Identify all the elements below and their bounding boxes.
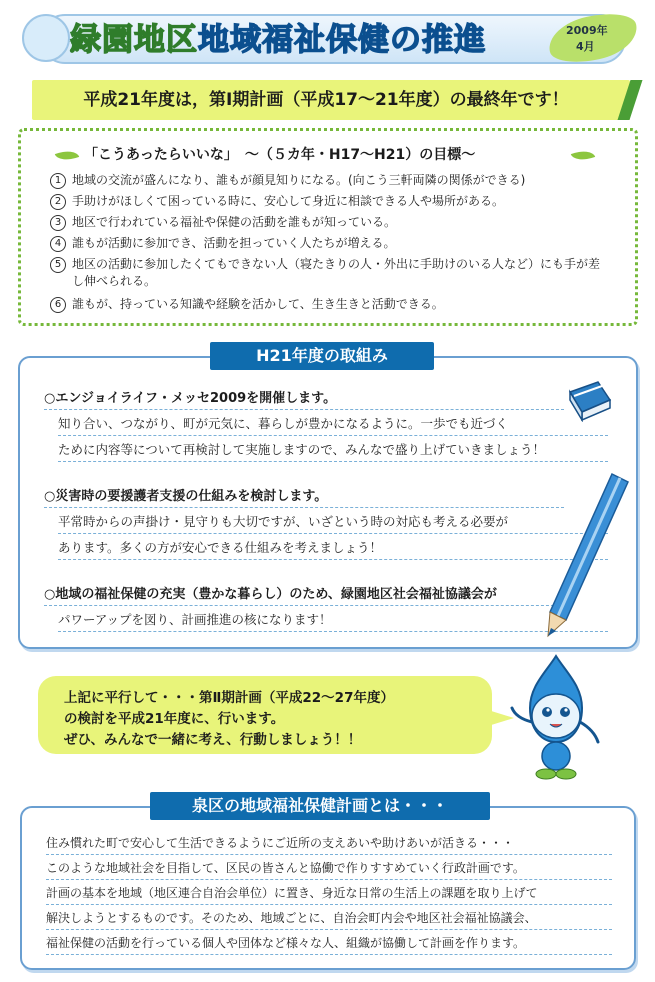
h21-item-text: ために内容等について再検討して実施しますので、みんなで盛り上げていきましょう！	[58, 438, 608, 462]
h21-item-heading: ○災害時の要援護者支援の仕組みを検討します。	[44, 486, 564, 508]
bubble-line: の検討を平成21年度に、行います。	[64, 711, 285, 727]
eraser-icon	[566, 378, 614, 422]
page-title	[70, 18, 550, 62]
plan-text-line: 解決しようとするものです。そのため、地域ごとに、自治会町内会や地区社会福祉協議会、	[46, 907, 612, 930]
goal-number: 6	[50, 297, 66, 313]
goal-text: 手助けがほしくて困っている時に、安心して身近に相談できる人や場所がある。	[72, 194, 505, 208]
h21-item-heading: ○エンジョイライフ・メッセ2009を開催します。	[44, 388, 564, 410]
goal-number: 4	[50, 236, 66, 252]
goal-text: 誰もが活動に参加でき、活動を担っていく人たちが増える。	[72, 236, 396, 250]
goal-item	[50, 193, 602, 210]
date-year: 2009年	[566, 24, 608, 37]
goal-text: 地区で行われている福祉や保健の活動を誰もが知っている。	[72, 215, 397, 229]
goals-heading: 「こうあったらいいな」 ～（５カ年・H17～H21）の目標～	[84, 147, 476, 163]
circle-logo-icon	[22, 14, 70, 62]
goal-item	[50, 214, 602, 231]
water-drop-mascot-icon	[508, 652, 604, 782]
pencil-icon	[542, 470, 632, 640]
goal-text: 誰もが、持っている知識や経験を活かして、生き生きと活動できる。	[72, 297, 444, 311]
banner-text: 平成21年度は，第Ⅰ期計画（平成17～21年度）の最終年です！	[83, 90, 569, 110]
h21-item-heading: ○地域の福祉保健の充実（豊かな暮らし）のため、緑園地区社会福祉協議会が	[44, 584, 564, 606]
h21-item-text: 平常時からの声掛け・見守りも大切ですが、いざという時の対応も考える必要が	[58, 510, 608, 534]
goal-item	[50, 296, 602, 313]
plan-text-line: このような地域社会を目指して、区民の皆さんと協働で作りすすめていく行政計画です。	[46, 857, 612, 880]
title-part-2: 地域福祉保健の推進	[198, 22, 486, 58]
bubble-line: 上記に平行して・・・第Ⅱ期計画（平成22～27年度）	[64, 690, 394, 706]
goal-item	[50, 172, 602, 189]
goal-item	[50, 235, 602, 252]
plan-text-line: 計画の基本を地域（地区連合自治会単位）に置き、身近な日常の生活上の課題を取り上げて	[46, 882, 612, 905]
h21-label: H21年度の取組み	[210, 342, 434, 370]
h21-item-text: 知り合い、つながり、町が元気に、暮らしが豊かになるように。一歩でも近づく	[58, 412, 608, 436]
goal-text: 地域の交流が盛んになり、誰もが顔見知りになる。(向こう三軒両隣の関係ができる)	[72, 173, 526, 187]
h21-item-text: あります。多くの方が安心できる仕組みを考えましょう！	[58, 536, 608, 560]
goal-text: 地区の活動に参加したくてもできない人（寝たきりの人・外出に手助けのいる人など）にも手が差し伸べられる。	[72, 257, 601, 288]
plan-label: 泉区の地域福祉保健計画とは・・・	[150, 792, 490, 820]
h21-item-text: パワーアップを図り、計画推進の核になります！	[58, 608, 608, 632]
goal-number: 2	[50, 194, 66, 210]
goal-item	[50, 256, 602, 290]
bubble-line: ぜひ、みんなで一緒に考え、行動しましょう！！	[64, 732, 362, 748]
plan-text-line: 福祉保健の活動を行っている個人や団体など様々な人、組織が協働して計画を作ります。	[46, 932, 612, 955]
date-month: 4月	[576, 40, 595, 53]
final-year-banner	[32, 80, 630, 120]
goal-number: 3	[50, 215, 66, 231]
plan-text-line: 住み慣れた町で安心して生活できるようにご近所の支えあいや助けあいが活きる・・・	[46, 832, 612, 855]
goal-number: 5	[50, 257, 66, 273]
goal-number: 1	[50, 173, 66, 189]
title-part-1: 緑園地区	[70, 22, 198, 58]
